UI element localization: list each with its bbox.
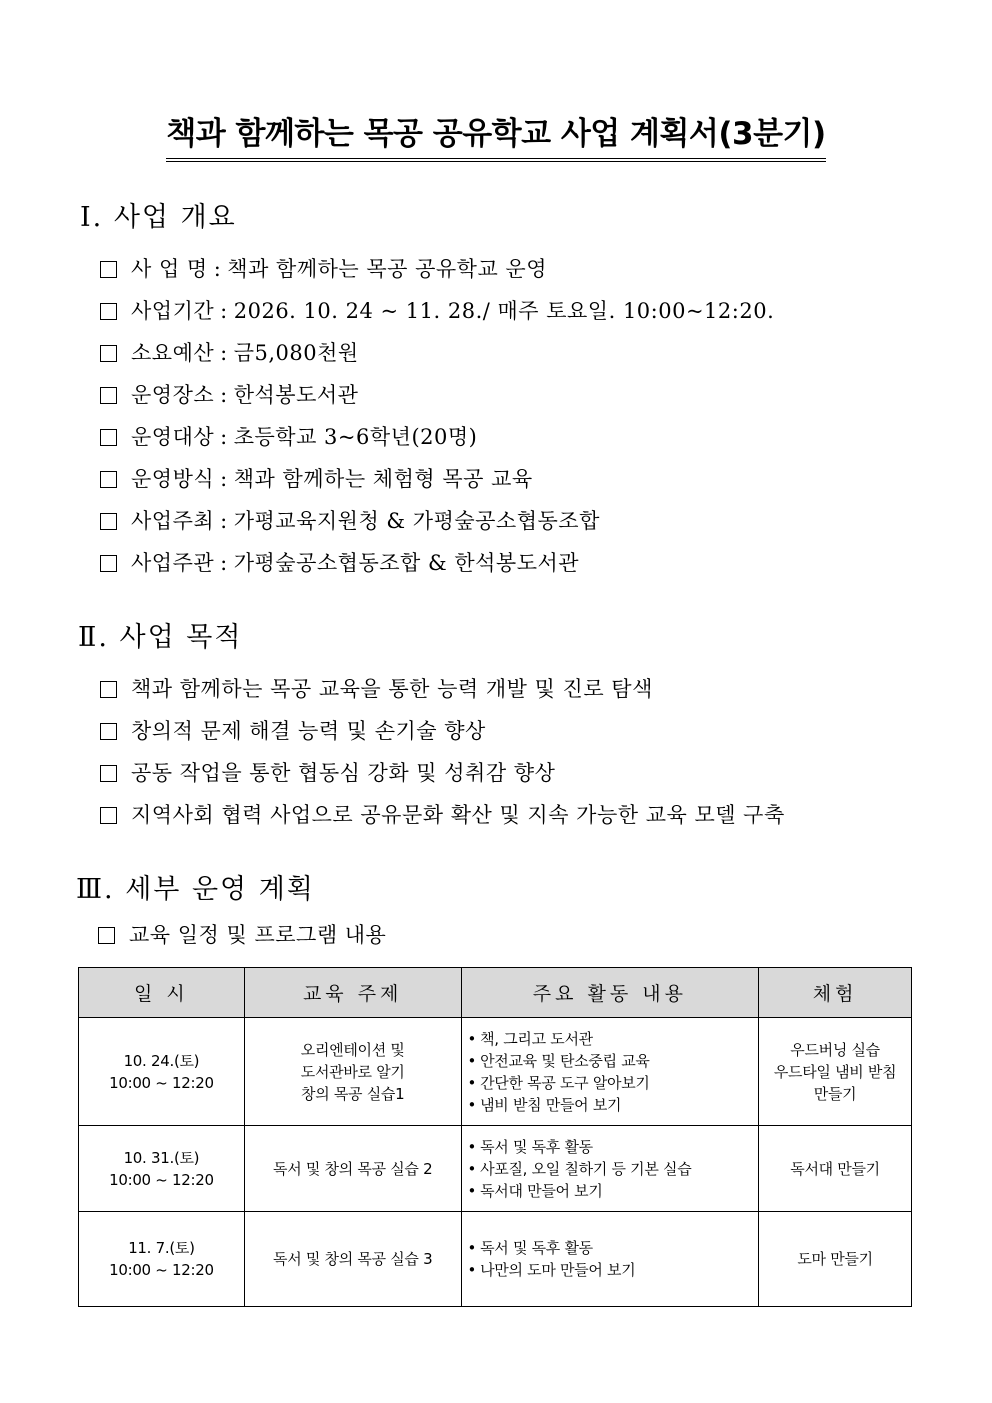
purpose-text: 지역사회 협력 사업으로 공유문화 확산 및 지속 가능한 교육 모델 구축	[131, 803, 785, 827]
purpose-item	[100, 758, 555, 788]
overview-item: 사 업 명 : 책과 함께하는 목공 공유학교 운영	[100, 254, 547, 284]
checkbox-icon	[100, 429, 117, 446]
purpose-item	[100, 674, 653, 704]
list-item: • 독서 및 독후 활동	[468, 1136, 758, 1158]
table-row	[79, 1212, 912, 1307]
overview-value: 한석봉도서관	[233, 383, 359, 407]
overview-key: 사업주최	[131, 509, 215, 533]
checkbox-icon	[100, 513, 117, 530]
checkbox-icon	[100, 807, 117, 824]
checkbox-icon	[100, 765, 117, 782]
cell-experience: 우드버닝 실습 우드타일 냄비 받침 만들기	[759, 1018, 912, 1126]
purpose-text: 공동 작업을 통한 협동심 강화 및 성취감 향상	[131, 761, 556, 785]
overview-value: 책과 함께하는 목공 공유학교 운영	[227, 257, 548, 281]
overview-item: 운영장소 : 한석봉도서관	[100, 380, 358, 410]
checkbox-icon	[100, 261, 117, 278]
overview-value: 초등학교 3~6학년(20명)	[233, 425, 478, 449]
overview-key: 소요예산	[131, 341, 215, 365]
overview-item: 사업주최 : 가평교육지원청 & 가평숲공소협동조합	[100, 506, 600, 536]
list-item: • 사포질, 오일 칠하기 등 기본 실습	[468, 1158, 758, 1180]
title-wrap	[0, 112, 992, 162]
table-header-row	[79, 968, 912, 1018]
cell-topic: 오리엔테이션 및 도서관바로 알기 창의 목공 실습1	[244, 1018, 461, 1126]
plan-subheading	[98, 920, 386, 950]
list-item: • 간단한 목공 도구 알아보기	[468, 1072, 758, 1094]
table-row	[79, 1018, 912, 1126]
checkbox-icon	[100, 471, 117, 488]
table-row	[79, 1126, 912, 1212]
cell-date: 11. 7.(토) 10:00 ~ 12:20	[79, 1212, 245, 1307]
document-title: 책과 함께하는 목공 공유학교 사업 계획서(3분기)	[166, 112, 825, 162]
overview-key: 사업기간	[131, 299, 215, 323]
cell-activities	[461, 1018, 759, 1126]
purpose-item	[100, 800, 785, 830]
checkbox-icon	[98, 927, 115, 944]
overview-key: 운영방식	[131, 467, 215, 491]
cell-topic: 독서 및 창의 목공 실습 3	[244, 1212, 461, 1307]
cell-activities	[461, 1212, 759, 1307]
overview-key: 사 업 명	[131, 257, 208, 281]
purpose-text: 창의적 문제 해결 능력 및 손기술 향상	[131, 719, 486, 743]
section-heading-overview: Ⅰ. 사업 개요	[80, 202, 237, 233]
header-topic: 교육 주제	[244, 968, 461, 1018]
list-item: • 안전교육 및 탄소중립 교육	[468, 1050, 758, 1072]
checkbox-icon	[100, 723, 117, 740]
section-heading-plan: Ⅲ. 세부 운영 계획	[76, 874, 315, 905]
header-experience: 체험	[759, 968, 912, 1018]
header-activities: 주요 활동 내용	[461, 968, 759, 1018]
overview-value: 가평숲공소협동조합 & 한석봉도서관	[233, 551, 580, 575]
overview-key: 사업주관	[131, 551, 215, 575]
checkbox-icon	[100, 387, 117, 404]
list-item: • 독서 및 독후 활동	[468, 1237, 758, 1259]
header-date: 일 시	[79, 968, 245, 1018]
cell-activities	[461, 1126, 759, 1212]
list-item: • 나만의 도마 만들어 보기	[468, 1259, 758, 1281]
overview-value: 가평교육지원청 & 가평숲공소협동조합	[233, 509, 600, 533]
list-item: • 냄비 받침 만들어 보기	[468, 1094, 758, 1116]
cell-date: 10. 31.(토) 10:00 ~ 12:20	[79, 1126, 245, 1212]
overview-key: 운영장소	[131, 383, 215, 407]
purpose-text: 책과 함께하는 목공 교육을 통한 능력 개발 및 진로 탐색	[131, 677, 653, 701]
cell-topic: 독서 및 창의 목공 실습 2	[244, 1126, 461, 1212]
schedule-table	[78, 967, 912, 1307]
section-heading-purpose: Ⅱ. 사업 목적	[78, 622, 243, 653]
overview-value: 금5,080천원	[233, 341, 359, 365]
overview-item: 사업주관 : 가평숲공소협동조합 & 한석봉도서관	[100, 548, 579, 578]
overview-value: 책과 함께하는 체험형 목공 교육	[233, 467, 533, 491]
overview-key: 운영대상	[131, 425, 215, 449]
purpose-item	[100, 716, 486, 746]
checkbox-icon	[100, 555, 117, 572]
cell-date: 10. 24.(토) 10:00 ~ 12:20	[79, 1018, 245, 1126]
checkbox-icon	[100, 681, 117, 698]
list-item: • 책, 그리고 도서관	[468, 1028, 758, 1050]
plan-subheading-text: 교육 일정 및 프로그램 내용	[129, 923, 387, 947]
overview-item: 운영대상 : 초등학교 3~6학년(20명)	[100, 422, 477, 452]
overview-item: 운영방식 : 책과 함께하는 체험형 목공 교육	[100, 464, 533, 494]
overview-item: 소요예산 : 금5,080천원	[100, 338, 359, 368]
checkbox-icon	[100, 303, 117, 320]
cell-experience: 도마 만들기	[759, 1212, 912, 1307]
cell-experience: 독서대 만들기	[759, 1126, 912, 1212]
list-item: • 독서대 만들어 보기	[468, 1180, 758, 1202]
overview-item: 사업기간 : 2026. 10. 24 ~ 11. 28./ 매주 토요일. 10:00~12:20.	[100, 296, 774, 326]
checkbox-icon	[100, 345, 117, 362]
overview-value: 2026. 10. 24 ~ 11. 28./ 매주 토요일. 10:00~12:20.	[233, 299, 775, 323]
